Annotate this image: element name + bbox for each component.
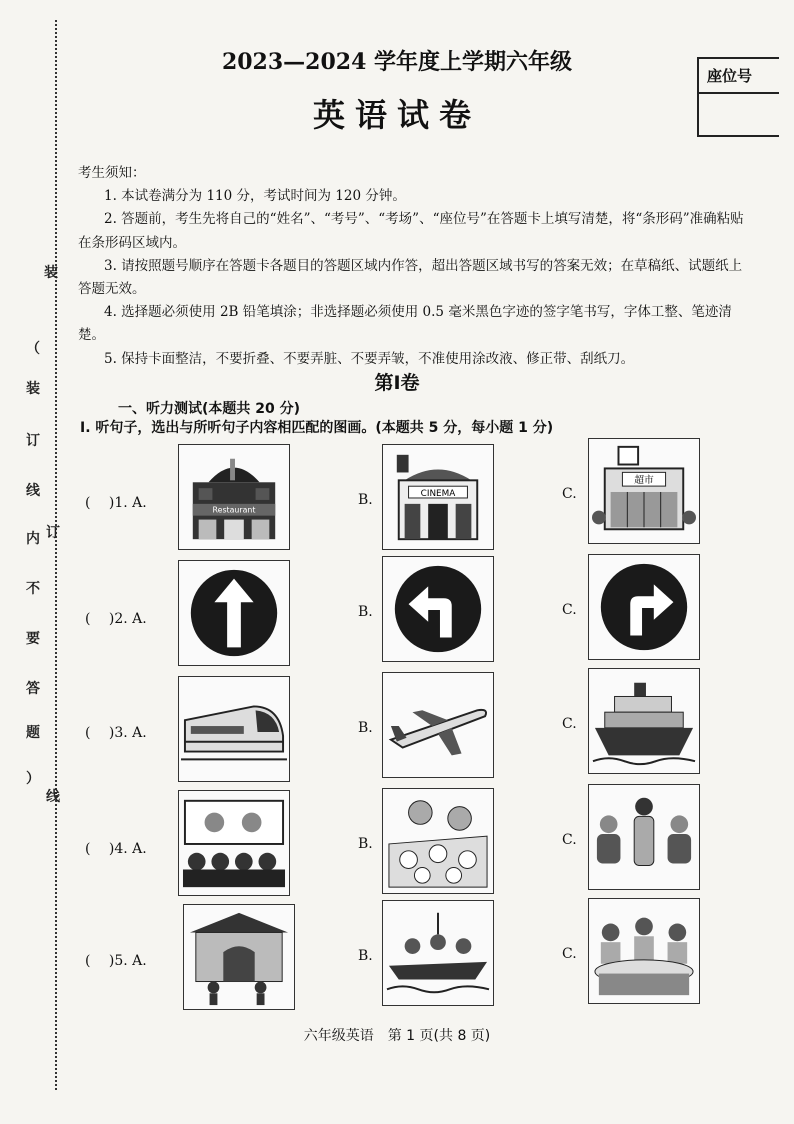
volume-title: 第Ⅰ卷 [374,372,420,394]
option-b-label: B. [358,604,373,620]
dragon-boat-icon [383,901,493,1005]
dinner-table-icon [383,789,493,893]
notice-heading: 考生须知： [78,165,146,181]
option-c-label: C. [562,602,577,618]
temple-gate-icon [184,905,294,1009]
question-5-label[interactable]: ( )5. A. [85,953,147,969]
option-b-label: B. [358,948,373,964]
binding-margin-char: 线 [26,483,40,499]
binding-margin-char: 不 [26,581,40,597]
plane-icon [383,673,493,777]
supermarket-icon [589,439,699,543]
question-2-label[interactable]: ( )2. A. [85,611,147,627]
notice-item: 1. 本试卷满分为 110 分，考试时间为 120 分钟。 [104,188,406,205]
train-icon [179,677,289,781]
family-icon [589,785,699,889]
cinema-sign: CINEMA [420,489,456,500]
binding-dotted-line [55,20,57,1090]
binding-margin-char: 订 [46,525,60,541]
visiting-grandparents-picture[interactable] [588,784,700,890]
question-1-label[interactable]: ( )1. A. [85,495,147,511]
binding-margin-char: 要 [26,631,40,647]
notice-item: 5. 保持卡面整洁，不要折叠、不要弄脏、不要弄皱，不准使用涂改液、修正带、刮纸刀。 [104,350,635,367]
binding-margin-char: （ [26,341,40,357]
seat-number-label: 座位号 [699,59,779,94]
notice-item: 2. 答题前，考生先将自己的“姓名”、“考号”、“考场”、“座位号”在答题卡上填写清楚，将“条形码”准确粘贴在条形码区域内。 [78,211,744,251]
notice-item: 3. 请按照题号顺序在答题卡各题目的答题区域内作答，超出答题区域书写的答案无效；在草稿纸、试题纸上答题无效。 [78,257,743,298]
section-instruction: Ⅰ. 听句子，选出与所听句子内容相匹配的图画。(本题共 5 分，每小题 1 分) [80,420,554,436]
restaurant-sign: Restaurant [212,505,256,515]
option-b-label: B. [358,836,373,852]
cinema-icon [383,445,493,549]
train-picture[interactable] [178,676,290,782]
supermarket-picture[interactable] [588,438,700,544]
turn-left-icon [383,557,493,661]
family-dumplings-picture[interactable] [588,898,700,1004]
watching-film-picture[interactable] [178,790,290,896]
option-c-label: C. [562,486,577,502]
section-title: 一、听力测试(本题共 20 分) [118,401,301,417]
page-footer: 六年级英语 第 1 页(共 8 页) [303,1028,491,1044]
supermarket-sign: 超市 [634,475,654,487]
binding-margin-char: 答 [26,681,40,697]
turn-right-icon [589,555,699,659]
notice-item: 4. 选择题必须使用 2B 铅笔填涂；非选择题必须使用 0.5 毫米黑色字迹的签字笔书写，字体工整、笔迹清楚。 [78,304,732,344]
restaurant-icon [179,445,289,549]
dragon-boat-picture[interactable] [382,900,494,1006]
option-c-label: C. [562,716,577,732]
exam-subject-title: 英语试卷 [312,96,481,134]
binding-margin-char: 线 [46,789,60,805]
option-c-label: C. [562,946,577,962]
feast-picture[interactable] [382,788,494,894]
temple-fair-picture[interactable] [183,904,295,1010]
cinema-picture[interactable] [382,444,494,550]
binding-margin-char: 题 [26,725,40,741]
exam-year-title: 2023—2024 学年度上学期六年级 [221,49,573,75]
binding-margin-char: 内 [26,531,40,547]
binding-margin-char: ） [26,771,40,787]
arrow-up-icon [179,561,289,665]
option-c-label: C. [562,832,577,848]
question-3-label[interactable]: ( )3. A. [85,725,147,741]
binding-margin-char: 装 [26,381,40,397]
candidate-notice [78,162,748,371]
family-table-icon [589,899,699,1003]
cinema-screen-icon [179,791,289,895]
turn-left-picture[interactable] [382,556,494,662]
plane-picture[interactable] [382,672,494,778]
binding-margin-char: 装 [44,265,58,281]
option-b-label: B. [358,492,373,508]
question-4-label[interactable]: ( )4. A. [85,841,147,857]
option-b-label: B. [358,720,373,736]
turn-right-picture[interactable] [588,554,700,660]
go-straight-picture[interactable] [178,560,290,666]
restaurant-picture[interactable] [178,444,290,550]
ship-icon [589,669,699,773]
binding-margin-char: 订 [26,433,40,449]
ship-picture[interactable] [588,668,700,774]
